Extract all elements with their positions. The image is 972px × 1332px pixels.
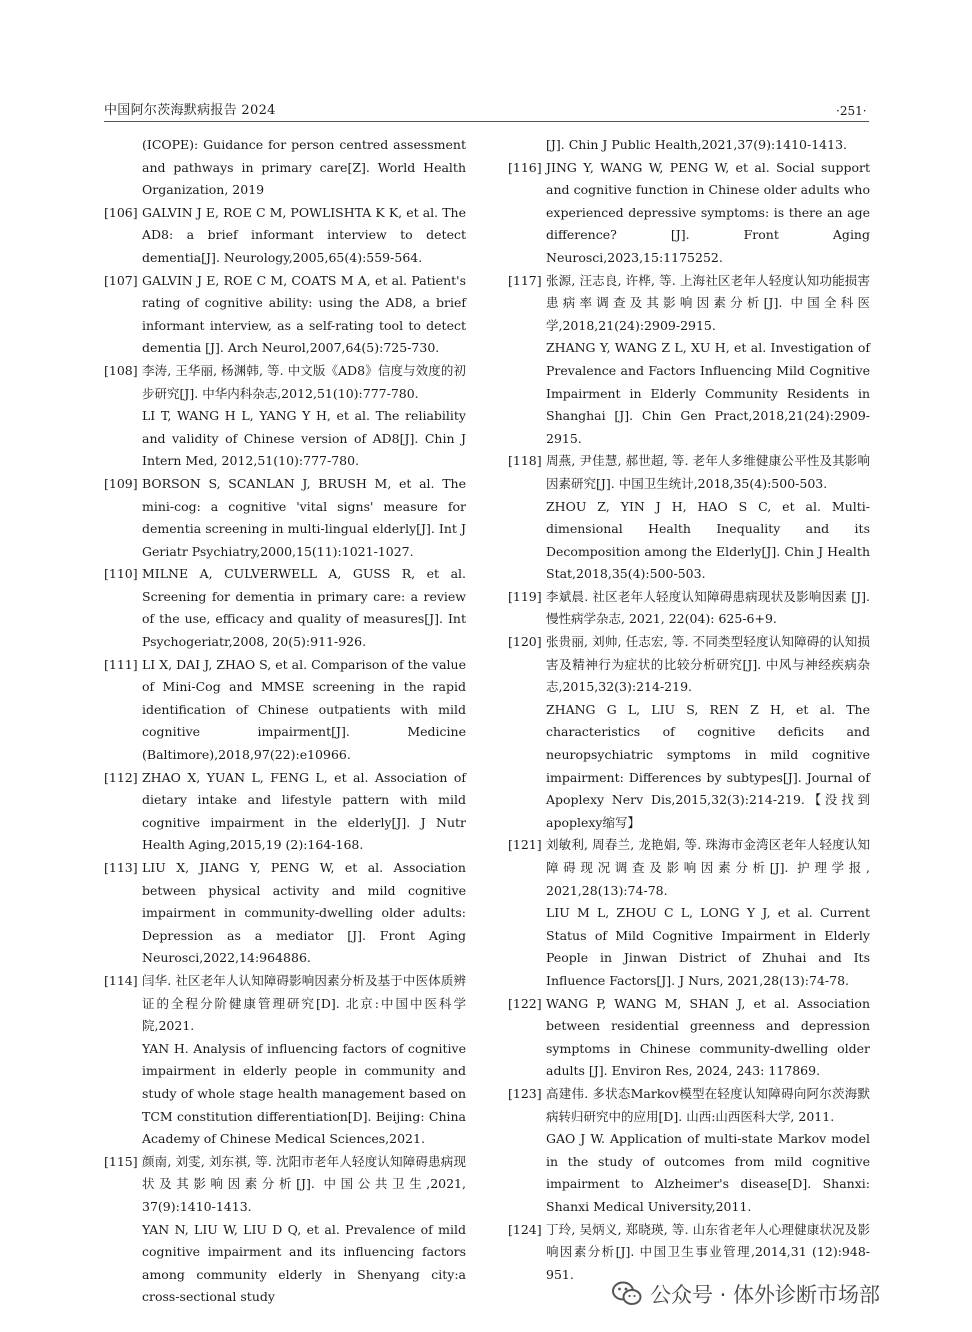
reference-number: [106] (104, 204, 138, 220)
reference-number: [119] (508, 588, 542, 604)
reference-text: ZHAO X, YUAN L, FENG L, et al. Association of dietary intake and lifestyle pattern with mild cognitive impairment in the elderly[J]. J Nutr Health Aging,2015,19 (2):164-168. (142, 769, 466, 853)
reference-item (104, 1151, 466, 1309)
reference-number: [112] (104, 769, 138, 785)
reference-number: [117] (508, 272, 542, 288)
reference-number: [123] (508, 1085, 542, 1101)
reference-number: [124] (508, 1221, 542, 1237)
reference-item (508, 586, 870, 631)
reference-item (104, 767, 466, 857)
reference-text: LI X, DAI J, ZHAO S, et al. Comparison of the value of Mini-Cog and MMSE screening in the rapid identification of Chinese outpatients with mild cognitive impairment[J]. Medicine (Baltimore),2018,97(22):e10966. (142, 656, 466, 763)
reference-text: ZHANG G L, LIU S, REN Z H, et al. The characteristics of cognitive deficits and neuropsychiatric symptoms in mild cognitive impairment: Differences by subtypes[J]. Journal of Apoplexy Nerv Dis,2015,32(3):214-219.【没找到apoplexy缩写】 (546, 701, 870, 830)
reference-text: [J]. Chin J Public Health,2021,37(9):1410-1413. (546, 137, 847, 152)
reference-text: JING Y, WANG W, PENG W, et al. Social support and cognitive function in Chinese older adults who experienced depressive symptoms: is there an age difference? [J]. Front Aging Neurosci,2023,15:1175252. (546, 159, 870, 265)
reference-item (508, 270, 870, 451)
reference-text: GAO J W. Application of multi-state Markov model in the study of outcomes from mild cognitive impairment to Alzheimer's disease[D]. Shanxi: Shanxi Medical University,2011. (546, 1131, 870, 1214)
reference-number: [118] (508, 453, 542, 469)
reference-item (508, 631, 870, 834)
reference-continuation (508, 134, 870, 157)
reference-number: [113] (104, 860, 138, 875)
reference-text: 闫华. 社区老年人认知障碍影响因素分析及基于中医体质辨证的全程分阶健康管理研究[D]. 北京:中国中医科学院,2021. (142, 972, 466, 1034)
reference-text: 颜南, 刘雯, 刘东祺, 等. 沈阳市老年人轻度认知障碍患病现状及其影响因素分析[J]. 中国公共卫生,2021, 37(9):1410-1413. (142, 1153, 466, 1214)
reference-number: [115] (104, 1153, 138, 1169)
reference-item (104, 970, 466, 1151)
reference-item (508, 450, 870, 586)
reference-text: 丁玲, 吴炳义, 郑晓瑛, 等. 山东省老年人心理健康状况及影响因素分析[J]. 中国卫生事业管理,2014,31 (12):948-951. (546, 1221, 870, 1282)
reference-item (104, 654, 466, 767)
reference-item (104, 360, 466, 473)
reference-text: LIU M L, ZHOU C L, LONG Y J, et al. Current Status of Mild Cognitive Impairment in Elderly People in Jinwan District of Zhuhai and Its Influence Factors[J]. J Nurs, 2021,28(13):74-78. (546, 905, 870, 988)
reference-item (104, 473, 466, 563)
wechat-icon (612, 1281, 642, 1307)
reference-text: LI T, WANG H L, YANG Y H, et al. The reliability and validity of Chinese version of AD8[J]. Chin J Intern Med, 2012,51(10):777-780. (142, 408, 466, 469)
header-divider (104, 121, 869, 122)
running-header-title: 中国阿尔茨海默病报告 2024 (104, 103, 276, 118)
reference-number: [122] (508, 995, 542, 1011)
reference-text: BORSON S, SCANLAN J, BRUSH M, et al. The mini-cog: a cognitive 'vital signs' measure for dementia screening in multi-lingual elderly[J]. Int J Geriatr Psychiatry,2000,15(11):1021-1027. (142, 475, 466, 559)
reference-number: [120] (508, 634, 542, 650)
reference-text: (ICOPE): Guidance for person centred assessment and pathways in primary care[Z]. World Health Organization, 2019 (142, 137, 466, 198)
reference-column-right (508, 134, 870, 1286)
reference-number: [121] (508, 837, 542, 853)
reference-text: YAN H. Analysis of influencing factors of cognitive impairment in elderly people in community and study of whole stage health management based on TCM constitution differentiation[D]. Beijing: China Academy of Chinese Medical Sciences,2021. (142, 1040, 466, 1147)
reference-text: MILNE A, CULVERWELL A, GUSS R, et al. Screening for dementia in primary care: a review of the use, efficacy and quality of measures[J]. Int Psychogeriatr,2008, 20(5):911-926. (142, 566, 466, 650)
reference-text: 李斌晨. 社区老年人轻度认知障碍患病现状及影响因素 [J]. 慢性病学杂志, 2021, 22(04): 625-6+9. (546, 588, 870, 627)
reference-text: YAN N, LIU W, LIU D Q, et al. Prevalence of mild cognitive impairment and its influencing factors among community elderly in Shenyang city:a cross-sectional study (142, 1221, 466, 1305)
reference-text: 张贵丽, 刘帅, 任志宏, 等. 不同类型轻度认知障碍的认知损害及精神行为症状的比较分析研究[J]. 中风与神经疾病杂志,2015,32(3):214-219. (546, 634, 870, 695)
reference-number: [114] (104, 972, 138, 988)
reference-text: GALVIN J E, ROE C M, COATS M A, et al. Patient's rating of cognitive ability: using the AD8, a brief informant interview, as a self-rating tool to detect dementia [J]. Arch Neurol,2007,64(5):725-730. (142, 272, 466, 356)
reference-text: WANG P, WANG M, SHAN J, et al. Association between residential greenness and depression symptoms in Chinese community-dwelling older adults [J]. Environ Res, 2024, 243: 117869. (546, 995, 870, 1079)
reference-text: GALVIN J E, ROE C M, POWLISHTA K K, et al. The AD8: a brief informant interview to detect dementia[J]. Neurology,2005,65(4):559-564. (142, 204, 466, 265)
reference-item (508, 1083, 870, 1219)
reference-text: ZHANG Y, WANG Z L, XU H, et al. Investigation of Prevalence and Factors Influencing Mild Cognitive Impairment in Elderly Community Residents in Shanghai [J]. Chin Gen Pract,2018,21(24):2909-2915. (546, 340, 870, 446)
reference-text: 周燕, 尹佳慧, 郝世超, 等. 老年人多维健康公平性及其影响因素研究[J]. 中国卫生统计,2018,35(4):500-503. (546, 453, 870, 491)
reference-text: 高建伟. 多状态Markov模型在轻度认知障碍向阿尔茨海默病转归研究中的应用[D]. 山西:山西医科大学, 2011. (546, 1085, 870, 1124)
reference-continuation (104, 134, 466, 202)
reference-text: 李涛, 王华丽, 杨渊韩, 等. 中文版《AD8》信度与效度的初步研究[J]. 中华内科杂志,2012,51(10):777-780. (142, 362, 466, 401)
reference-number: [111] (104, 656, 138, 672)
reference-text: ZHOU Z, YIN J H, HAO S C, et al. Multi-dimensional Health Inequality and its Decomposition among the Elderly[J]. Chin J Health Stat,2018,35(4):500-503. (546, 498, 870, 582)
reference-item (508, 157, 870, 270)
reference-number: [107] (104, 272, 138, 288)
reference-text: LIU X, JIANG Y, PENG W, et al. Association between physical activity and mild cognitive impairment in community-dwelling older adults: Depression as a mediator [J]. Front Aging Neurosci,2022,14:964886. (142, 860, 466, 966)
reference-text: 刘敏利, 周春兰, 龙艳娟, 等. 珠海市金湾区老年人轻度认知障碍现况调查及影响因素分析[J]. 护理学报, 2021,28(13):74-78. (546, 837, 870, 898)
reference-text: 张源, 汪志良, 许桦, 等. 上海社区老年人轻度认知功能损害患病率调查及其影响因素分析[J]. 中国全科医学,2018,21(24):2909-2915. (546, 272, 870, 333)
reference-item (508, 993, 870, 1083)
reference-item (104, 202, 466, 270)
reference-item (104, 563, 466, 653)
reference-item (508, 1219, 870, 1287)
reference-item (508, 834, 870, 992)
reference-number: [116] (508, 159, 542, 175)
watermark (612, 1279, 880, 1309)
reference-column-left (104, 134, 466, 1309)
watermark-text: 公众号 · 体外诊断市场部 (650, 1283, 881, 1307)
reference-item (104, 857, 466, 970)
reference-number: [109] (104, 475, 138, 491)
reference-number: [108] (104, 362, 138, 378)
reference-number: [110] (104, 566, 138, 582)
reference-item (104, 270, 466, 360)
page-number: ·251· (836, 104, 867, 118)
